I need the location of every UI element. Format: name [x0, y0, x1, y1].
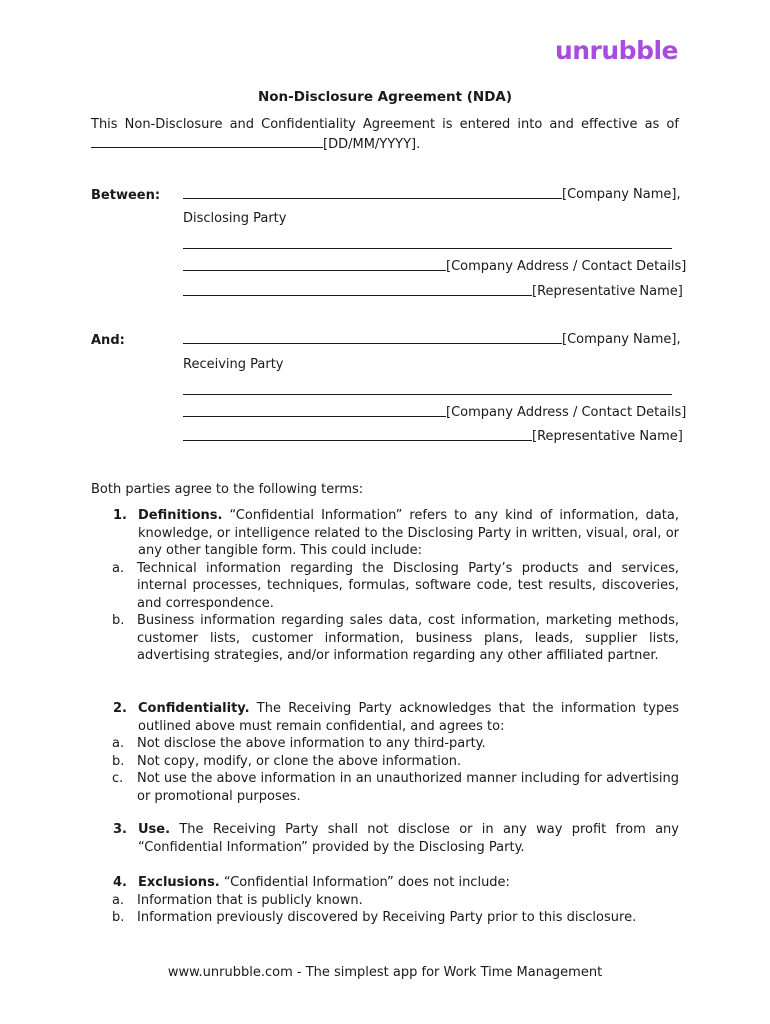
- term-3: [91, 821, 679, 856]
- terms-intro: Both parties agree to the following terms:: [91, 482, 364, 497]
- between-label: Between:: [91, 188, 161, 203]
- term-item: [112, 753, 679, 771]
- term-item: [112, 909, 679, 927]
- between-company-name: [Company Name],: [562, 187, 681, 202]
- intro-line-1: [91, 116, 679, 134]
- intro-line-2: [91, 134, 679, 154]
- term-number: 4.: [113, 875, 127, 890]
- intro-word: Non-Disclosure: [124, 117, 223, 132]
- item-letter: a.: [112, 892, 125, 908]
- intro-paragraph: [91, 116, 679, 154]
- term-2: [91, 700, 679, 805]
- and-party-role: Receiving Party: [183, 357, 284, 372]
- item-text: Information that is publicly known.: [137, 892, 363, 908]
- between-blank-line[interactable]: [183, 248, 672, 249]
- item-text: Not copy, modify, or clone the above information.: [137, 753, 462, 769]
- date-blank[interactable]: [91, 134, 323, 148]
- intro-word: into: [517, 117, 543, 132]
- footer-text[interactable]: www.unrubble.com - The simplest app for Work Time Management: [167, 965, 603, 980]
- item-text: Technical information regarding the Disclosing Party’s products and services, internal processes, techniques, formulas, software code, test results, discoveries, and correspondence.: [137, 560, 679, 611]
- intro-word: Agreement: [362, 117, 436, 132]
- between-representative-field[interactable]: [183, 284, 683, 299]
- term-text: The Receiving Party shall not disclose or in any way profit from any “Confidential Information” provided by the Disclosing Party.: [138, 822, 679, 855]
- intro-word: This: [91, 117, 118, 132]
- item-letter: b.: [112, 910, 125, 925]
- item-text: Not disclose the above information to any third-party.: [137, 736, 486, 751]
- intro-word: and: [229, 117, 255, 132]
- item-text: Not use the above information in an unauthorized manner including for advertising or promotional purposes.: [137, 771, 679, 804]
- and-representative-field[interactable]: [183, 429, 683, 444]
- unrubble-logo: unrubble: [554, 36, 678, 65]
- item-text: Business information regarding sales data, cost information, marketing methods, customer lists, customer information, business plans, leads, supplier lists, advertising strategies, and/or information regarding any other affiliated partner.: [137, 613, 679, 663]
- term-text: The Receiving Party acknowledges that the information types outlined above must remain confidential, and agrees to:: [138, 701, 679, 734]
- item-letter: a.: [112, 560, 125, 576]
- term-heading: Confidentiality.: [138, 701, 250, 716]
- intro-word: of: [666, 117, 679, 132]
- term-number: 3.: [113, 822, 127, 837]
- item-letter: a.: [112, 736, 125, 751]
- between-representative: [Representative Name]: [532, 284, 683, 299]
- term-item: [112, 770, 679, 805]
- term-item: [112, 612, 679, 665]
- term-4: [91, 874, 679, 927]
- and-blank-line[interactable]: [183, 394, 672, 395]
- intro-word: and: [549, 117, 574, 132]
- intro-word: entered: [459, 117, 511, 132]
- term-text: “Confidential Information” does not include:: [219, 875, 510, 890]
- and-company-field[interactable]: [183, 332, 681, 347]
- term-number: 1.: [113, 508, 127, 523]
- intro-word: Confidentiality: [261, 117, 356, 132]
- term-heading: Definitions.: [138, 508, 223, 523]
- between-company-field[interactable]: [183, 187, 681, 202]
- intro-word: as: [644, 117, 660, 132]
- item-letter: c.: [112, 771, 124, 786]
- term-item: [112, 560, 679, 613]
- between-address: [Company Address / Contact Details]: [446, 259, 687, 274]
- term-heading: Use.: [138, 822, 171, 837]
- between-party-role: Disclosing Party: [183, 211, 287, 226]
- intro-word: effective: [580, 117, 638, 132]
- term-text: “Confidential Information” refers to any kind of information, data, knowledge, or intelligence related to the Disclosing Party in written, visual, oral, or any other tangible form. This could include:: [138, 508, 679, 558]
- and-address: [Company Address / Contact Details]: [446, 405, 687, 420]
- item-text: Information previously discovered by Receiving Party prior to this disclosure.: [137, 910, 637, 925]
- term-item: [112, 892, 679, 910]
- term-item: [112, 735, 679, 753]
- item-letter: b.: [112, 753, 125, 769]
- term-heading: Exclusions.: [138, 875, 220, 890]
- term-1: [91, 507, 679, 665]
- and-label: And:: [91, 333, 125, 348]
- between-address-field[interactable]: [183, 259, 686, 274]
- item-letter: b.: [112, 613, 125, 628]
- intro-word: is: [442, 117, 453, 132]
- document-title: Non-Disclosure Agreement (NDA): [257, 89, 513, 105]
- and-company-name: [Company Name],: [562, 332, 681, 347]
- term-number: 2.: [113, 701, 127, 716]
- date-placeholder: [DD/MM/YYYY].: [323, 137, 421, 152]
- and-address-field[interactable]: [183, 405, 686, 420]
- and-representative: [Representative Name]: [532, 429, 683, 444]
